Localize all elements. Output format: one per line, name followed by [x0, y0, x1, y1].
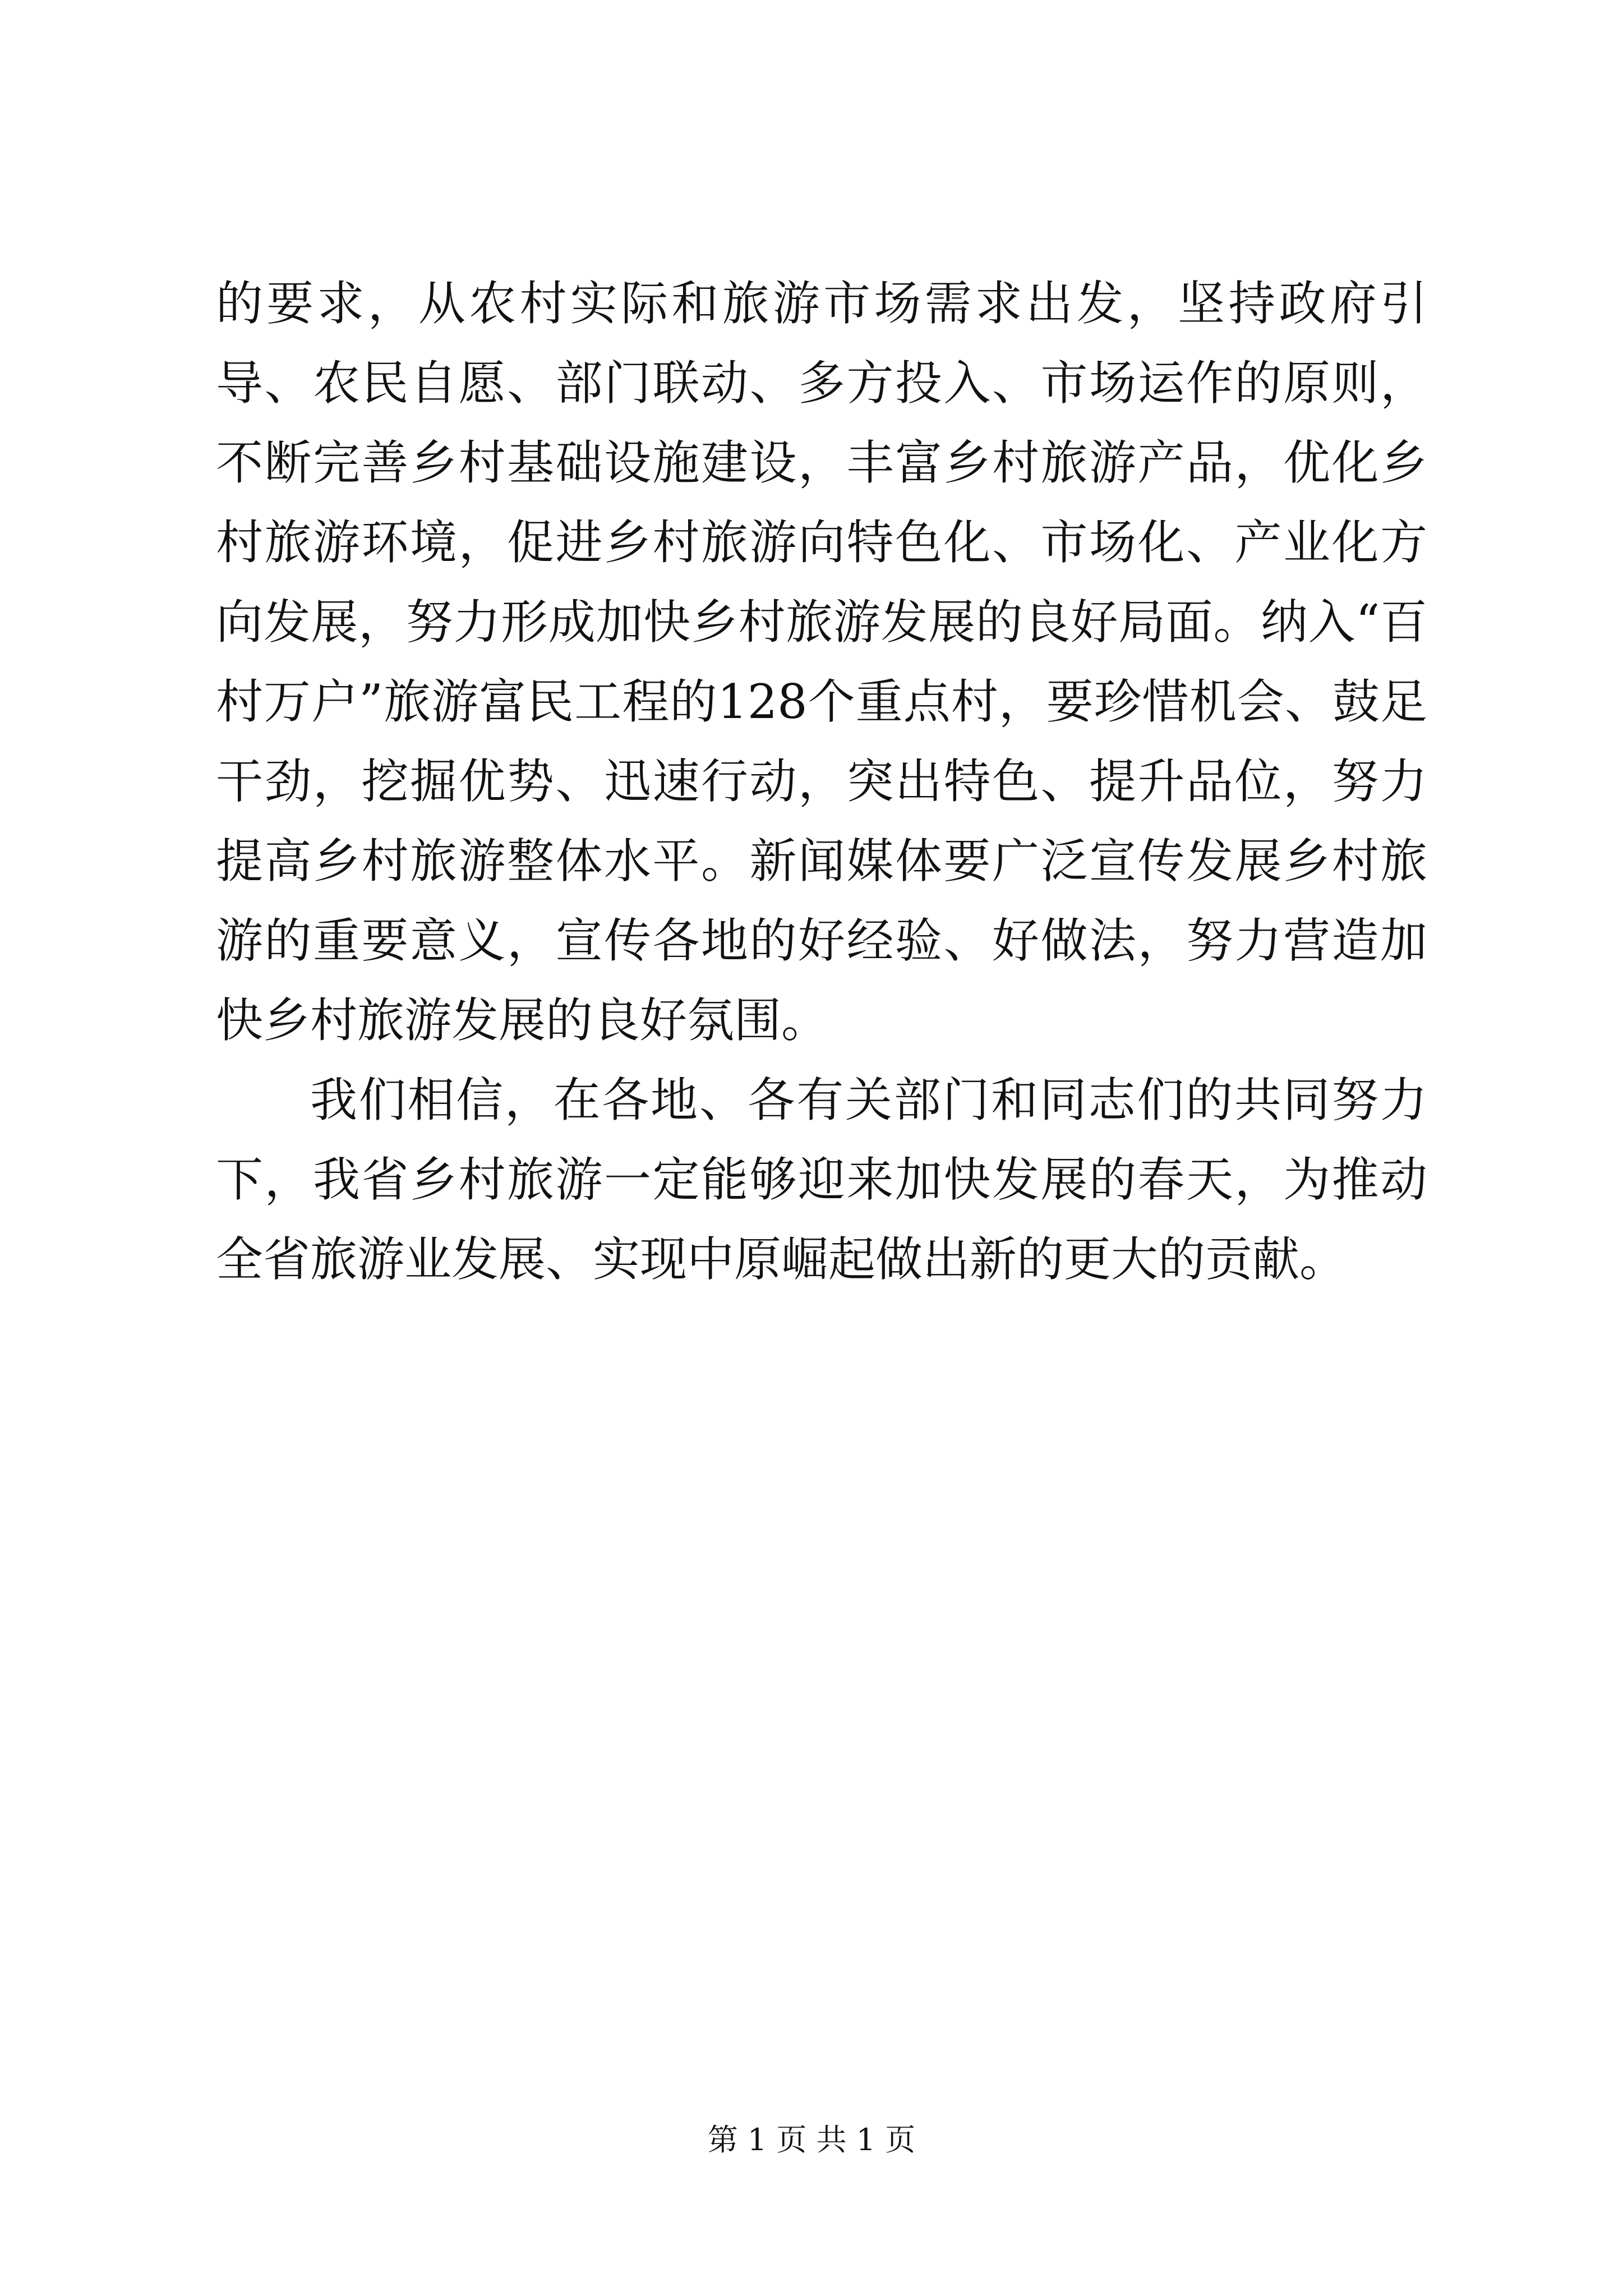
- body-paragraph-1: 的要求，从农村实际和旅游市场需求出发，坚持政府引导、农民自愿、部门联动、多方投入、市场运作的原则，不断完善乡村基础设施建设，丰富乡村旅游产品，优化乡村旅游环境，促进乡村旅游向特色化、市场化、产业化方向发展，努力形成加快乡村旅游发展的良好局面。纳入“百村万户”旅游富民工程的128个重点村，要珍惜机会、鼓足干劲，挖掘优势、迅速行动，突出特色、提升品位，努力提高乡村旅游整体水平。新闻媒体要广泛宣传发展乡村旅游的重要意义，宣传各地的好经验、好做法，努力营造加快乡村旅游发展的良好氛围。: [216, 276, 1427, 1048]
- document-body: [216, 264, 1427, 1299]
- body-paragraph-2: 我们相信，在各地、各有关部门和同志们的共同努力下，我省乡村旅游一定能够迎来加快发展的春天，为推动全省旅游业发展、实现中原崛起做出新的更大的贡献。: [216, 1073, 1427, 1287]
- page-footer: 第 1 页 共 1 页: [707, 2122, 916, 2157]
